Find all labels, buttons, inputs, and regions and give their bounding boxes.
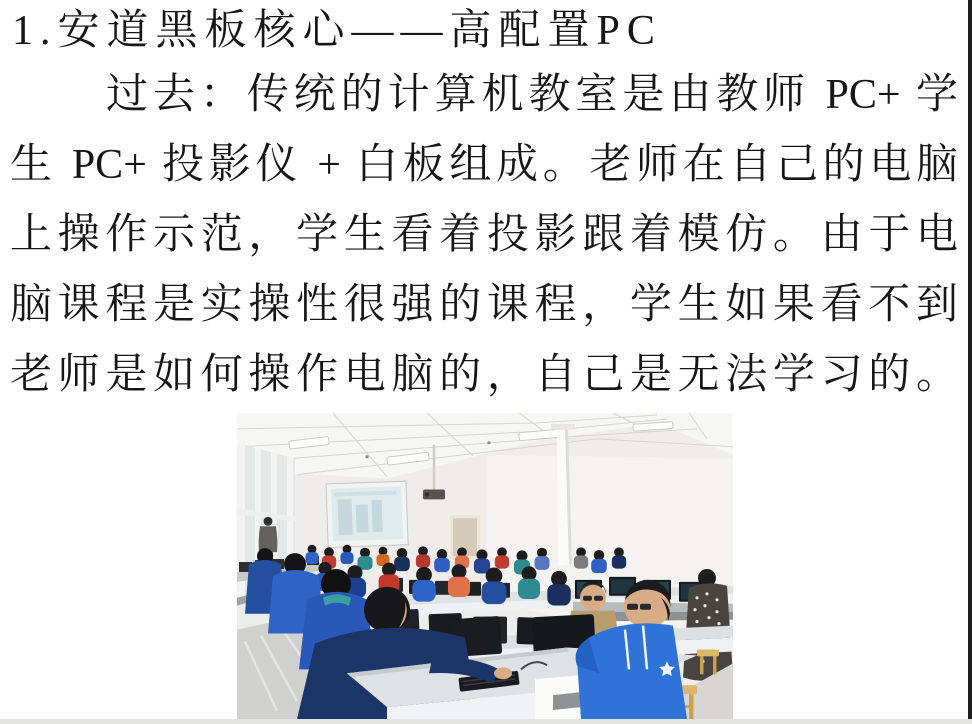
paragraph [10,60,958,410]
classroom-photo [237,413,733,719]
paragraph-line: 老师是如何操作电脑的，自己是无法学习的。 [10,352,958,398]
paragraph-line: 过去：传统的计算机教室是由教师 PC+ 学 [106,72,958,118]
bottom-divider [0,719,972,724]
paragraph-line: 生 PC+ 投影仪 + 白板组成。老师在自己的电脑 [10,142,958,188]
paragraph-line: 脑课程是实操性很强的课程，学生如果看不到 [10,282,958,328]
right-edge-border [968,0,972,719]
projector-screen [326,481,408,547]
paragraph-line: 上操作示范，学生看着投影跟着模仿。由于电 [10,212,958,258]
page-title: 1.安道黑板核心——高配置PC [12,8,662,54]
